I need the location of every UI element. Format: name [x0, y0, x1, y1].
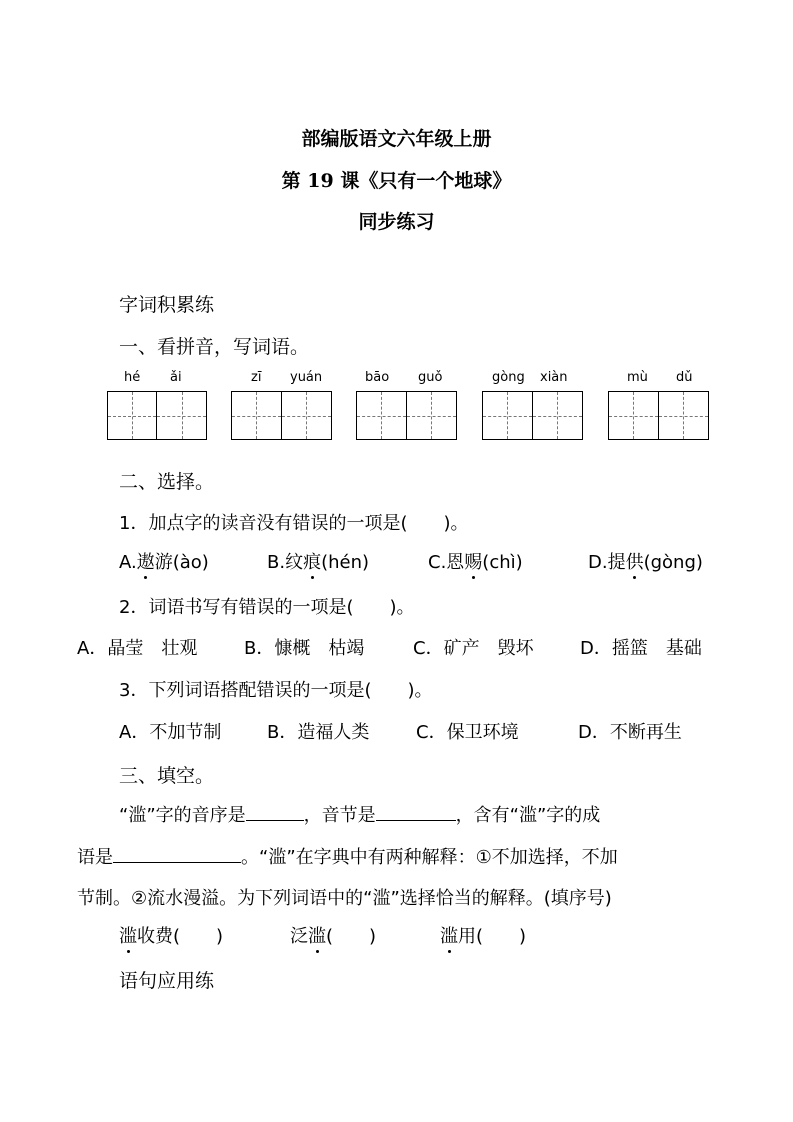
part1-heading: 一、看拼音，写词语。 [119, 336, 310, 358]
section-vocab-heading: 字词积累练 [119, 294, 215, 316]
blank-yinxu[interactable] [246, 804, 304, 821]
q2-stem: 2．词语书写有错误的一项是( )。 [119, 597, 415, 618]
q3-option-c[interactable]: C．保卫环境 [416, 722, 519, 743]
lesson-title: 第 19 课《只有一个地球》 [281, 170, 512, 192]
writing-box-2[interactable] [231, 391, 332, 440]
q2-option-a[interactable]: A．晶莹 壮观 [77, 638, 198, 659]
pinyin-5b: dǔ [676, 370, 693, 385]
pinyin-1b: ǎi [170, 370, 182, 385]
word-2[interactable]: 泛滥( ) [290, 922, 376, 948]
q2-option-c[interactable]: C．矿产 毁坏 [413, 638, 534, 659]
q1-stem: 1．加点字的读音没有错误的一项是( )。 [119, 513, 469, 534]
part3-heading: 三、填空。 [119, 765, 215, 787]
fill-line-2: 语是 。“滥”在字典中有两种解释：①不加选择，不加 [77, 847, 618, 868]
q1-option-d[interactable]: D.提供(gòng) [588, 548, 703, 574]
fill-line-1: “滥”字的音序是 ，音节是 ，含有“滥”字的成 [119, 805, 601, 826]
word-3[interactable]: 滥用( ) [440, 922, 526, 948]
q1-option-a[interactable]: A.遨游(ào) [119, 548, 209, 574]
q2-option-b[interactable]: B．慷概 枯竭 [244, 638, 365, 659]
blank-chengyu[interactable] [113, 846, 241, 863]
q3-option-b[interactable]: B．造福人类 [267, 722, 370, 743]
writing-box-1[interactable] [107, 391, 207, 440]
q1-option-b[interactable]: B.纹痕(hén) [267, 548, 369, 574]
pinyin-3b: guǒ [418, 370, 443, 385]
blank-yinjie[interactable] [376, 804, 456, 821]
word-1[interactable]: 滥收费( ) [119, 922, 223, 948]
q1-option-c[interactable]: C.恩赐(chì) [428, 548, 523, 574]
pinyin-4b: xiàn [540, 370, 568, 385]
q2-option-d[interactable]: D．摇篮 基础 [580, 638, 702, 659]
pinyin-4a: gòng [492, 370, 525, 385]
page-title: 部编版语文六年级上册 [301, 128, 492, 150]
writing-box-5[interactable] [608, 391, 709, 440]
part2-heading: 二、选择。 [119, 471, 215, 493]
q3-option-a[interactable]: A．不加节制 [119, 722, 222, 743]
pinyin-1a: hé [124, 370, 141, 385]
pinyin-5a: mù [627, 370, 648, 385]
writing-box-3[interactable] [356, 391, 457, 440]
writing-box-4[interactable] [482, 391, 583, 440]
subtitle: 同步练习 [358, 211, 435, 233]
q3-option-d[interactable]: D．不断再生 [578, 722, 682, 743]
section-sentence-heading: 语句应用练 [119, 970, 215, 992]
fill-line-3: 节制。②流水漫溢。为下列词语中的“滥”选择恰当的解释。(填序号) [77, 888, 612, 909]
q3-stem: 3．下列词语搭配错误的一项是( )。 [119, 680, 433, 701]
pinyin-3a: bāo [365, 370, 390, 385]
pinyin-2a: zī [251, 370, 262, 385]
pinyin-2b: yuán [290, 370, 323, 385]
